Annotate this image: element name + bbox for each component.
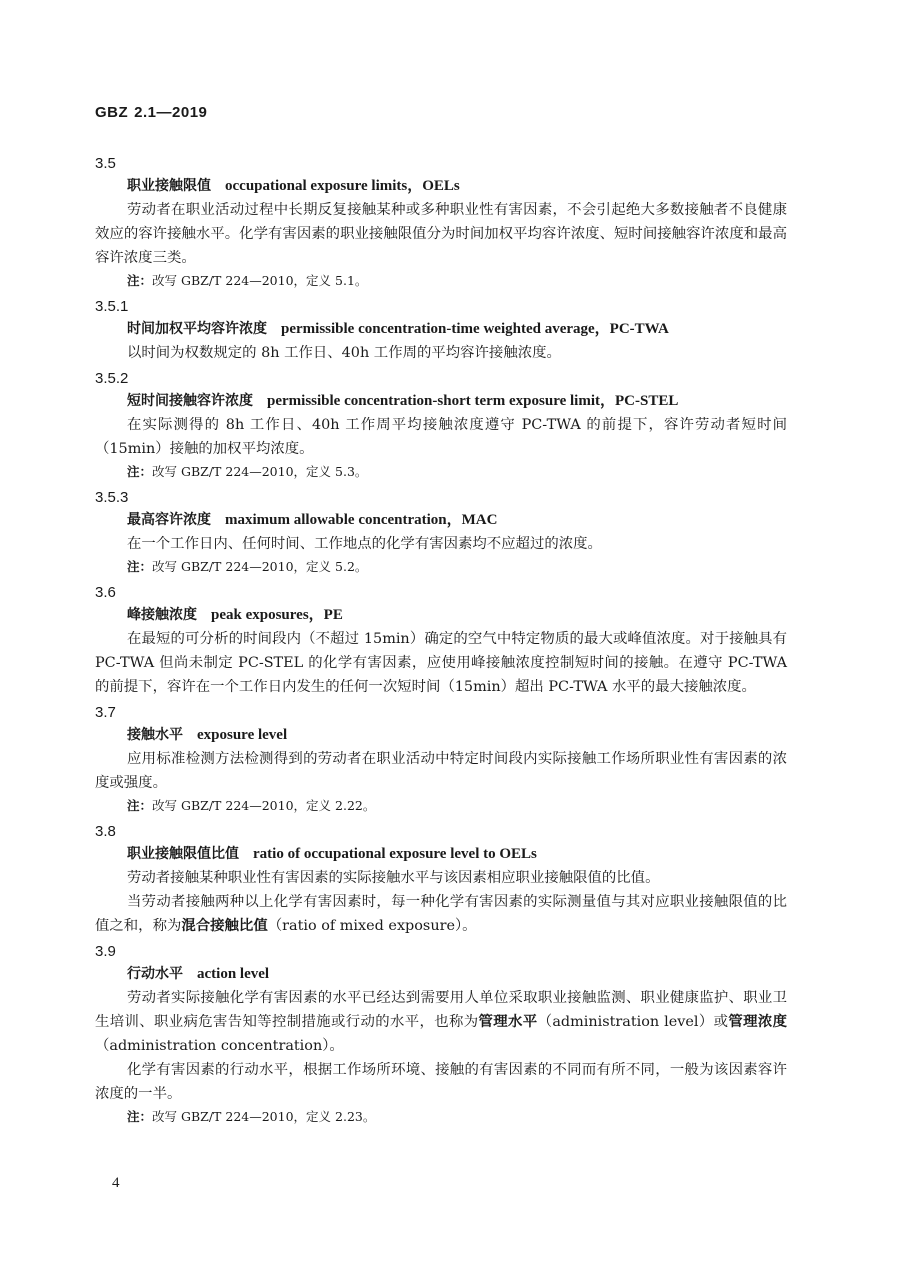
section-number: 3.9 [95,943,116,960]
note-label: 注： [127,273,153,288]
definition-paragraph: 在最短的可分析的时间段内（不超过 15min）确定的空气中特定物质的最大或峰值浓度。对于接触具有 PC-TWA 但尚未制定 PC-STEL 的化学有害因素，应使用峰接触浓度控制短时间的接触。在遵守 PC-TWA 的前提下，容许在一个工作日内发生的任何一次短时间（15min）超出 PC-TWA 水平的最大接触浓度。 [95,631,787,695]
definition-paragraph: 劳动者在职业活动过程中长期反复接触某种或多种职业性有害因素，不会引起绝大多数接触者不良健康效应的容许接触水平。化学有害因素的职业接触限值分为时间加权平均容许浓度、短时间接触容许浓度和最高容许浓度三类。 [95,202,787,266]
definition-text: （administration level）或 [537,1014,729,1030]
term-chinese: 职业接触限值 [127,178,211,194]
definition-text: 当劳动者接触两种以上化学有害因素时，每一种化学有害因素的实际测量值与其对应职业接触限值的比值之和，称为 [95,894,787,934]
page-number: 4 [112,1175,120,1191]
term-heading [95,390,787,413]
note [95,270,787,293]
term-english: occupational exposure limits，OELs [225,178,460,194]
term-english: maximum allowable concentration，MAC [225,512,498,528]
defined-term-bold: 管理水平 [478,1014,538,1030]
definition-text: （ratio of mixed exposure）。 [267,918,477,934]
note-label: 注： [127,798,153,813]
term-heading [95,843,787,866]
standard-number: 2.1—2019 [134,104,208,121]
term-english: permissible concentration-time weighted average，PC-TWA [281,321,669,337]
note-text: 改写 GBZ/T 224—2010，定义 2.22。 [152,798,376,813]
definition-paragraph: 以时间为权数规定的 8h 工作日、40h 工作周的平均容许接触浓度。 [127,345,561,361]
note [95,1106,787,1129]
term-heading [95,724,787,747]
defined-term-bold: 管理浓度 [728,1014,787,1030]
definition-paragraph: 在一个工作日内、任何时间、工作地点的化学有害因素均不应超过的浓度。 [127,536,602,552]
definition-text: （administration concentration）。 [95,1038,344,1054]
section-number: 3.5.3 [95,489,129,506]
term-heading [95,604,787,627]
defined-term-bold: 混合接触比值 [181,918,268,934]
note-label: 注： [127,559,153,574]
definition-paragraph: 化学有害因素的行动水平，根据工作场所环境、接触的有害因素的不同而有所不同，一般为该因素容许浓度的一半。 [95,1062,787,1102]
term-chinese: 时间加权平均容许浓度 [127,321,267,337]
term-english: action level [197,966,270,982]
term-heading [95,963,787,986]
term-english: ratio of occupational exposure level to OELs [253,846,537,862]
section-number: 3.5.1 [95,298,129,315]
term-english: exposure level [197,727,288,743]
note-text: 改写 GBZ/T 224—2010，定义 5.1。 [152,273,368,288]
definition-paragraph: 劳动者接触某种职业性有害因素的实际接触水平与该因素相应职业接触限值的比值。 [127,870,660,886]
note-text: 改写 GBZ/T 224—2010，定义 5.3。 [152,464,368,479]
term-heading [95,318,787,341]
note-label: 注： [127,1109,153,1124]
section-number: 3.5 [95,155,116,172]
term-chinese: 短时间接触容许浓度 [127,393,253,409]
note-text: 改写 GBZ/T 224—2010，定义 2.23。 [152,1109,376,1124]
note [95,795,787,818]
note-label: 注： [127,464,153,479]
definition-text: 劳动者实际接触化学有害因素的水平已经达到需要用人单位采取职业接触监测、职业健康监护、职业卫生培训、职业病危害告知等控制措施或行动的水平，也称为 [95,990,787,1030]
term-english: permissible concentration-short term exposure limit，PC-STEL [267,393,679,409]
term-chinese: 最高容许浓度 [127,512,211,528]
term-english: peak exposures，PE [211,607,343,623]
standard-code: GBZ [95,104,129,121]
note [95,556,787,579]
section-number: 3.6 [95,584,116,601]
section-number: 3.7 [95,704,116,721]
term-heading [95,509,787,532]
term-chinese: 峰接触浓度 [127,607,197,623]
definition-paragraph: 应用标准检测方法检测得到的劳动者在职业活动中特定时间段内实际接触工作场所职业性有害因素的浓度或强度。 [95,751,787,791]
section-number: 3.5.2 [95,370,129,387]
note-text: 改写 GBZ/T 224—2010，定义 5.2。 [152,559,368,574]
term-chinese: 职业接触限值比值 [127,846,239,862]
standard-header [95,104,207,121]
term-heading [95,175,787,198]
definition-paragraph: 在实际测得的 8h 工作日、40h 工作周平均接触浓度遵守 PC-TWA 的前提下，容许劳动者短时间（15min）接触的加权平均浓度。 [95,417,787,457]
term-chinese: 行动水平 [127,966,183,982]
definition-paragraph [95,986,787,1058]
note [95,461,787,484]
document-content [95,150,787,1129]
section-number: 3.8 [95,823,116,840]
term-chinese: 接触水平 [127,727,183,743]
definition-paragraph [95,890,787,938]
